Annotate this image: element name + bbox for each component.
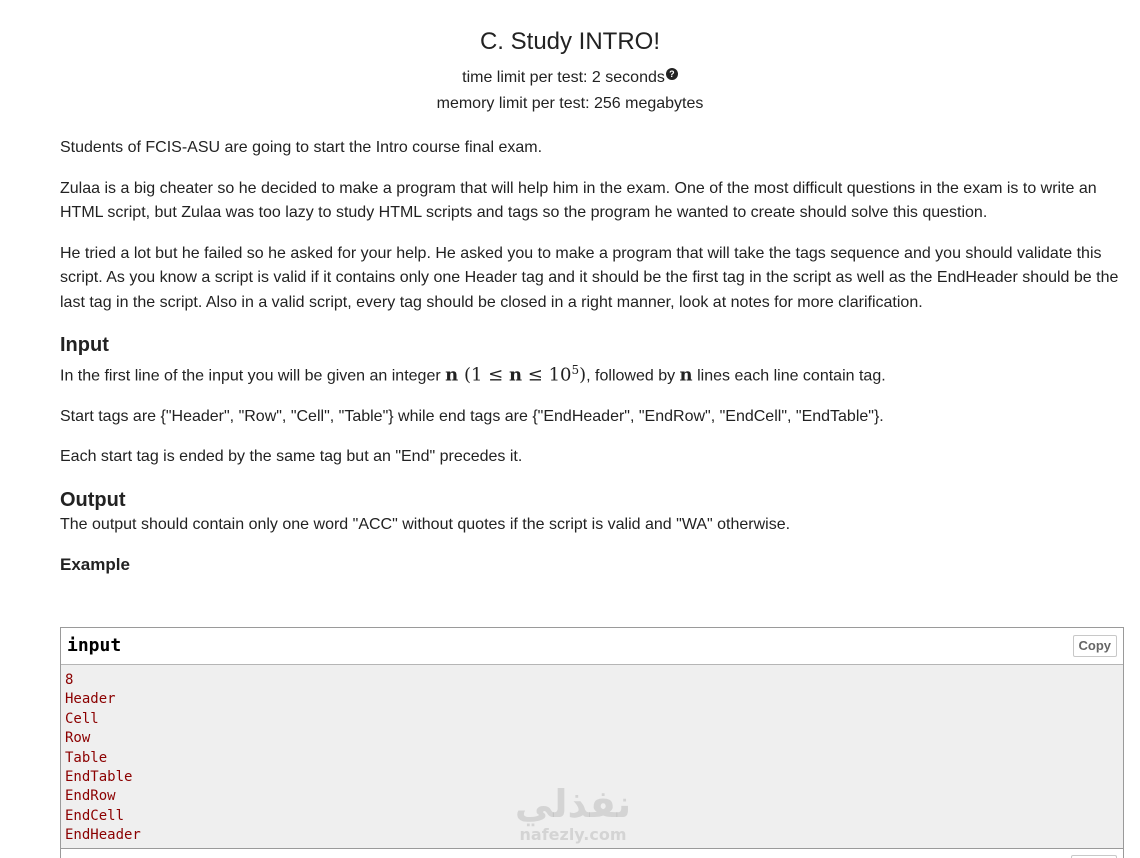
input-specification (60, 331, 1120, 470)
watermark-text: نفذلي (514, 782, 632, 826)
statement-paragraph: Zulaa is a big cheater so he decided to make a program that will help him in the exam. One of the most difficult questions in the exam is to write an HTML script, but Zulaa was too lazy to study HTML scripts and tags so the program he wanted to create should solve this question. (60, 179, 1097, 221)
input-paragraph: Start tags are {"Header", "Row", "Cell", "Table"} while end tags are {"EndHeader", "EndRow", "EndCell", "EndTable"}. (60, 407, 884, 425)
output-specification (60, 486, 1120, 538)
output-paragraph: The output should contain only one word "ACC" without quotes if the script is valid and "WA" otherwise. (60, 515, 791, 533)
input-line: EndTable (65, 769, 133, 786)
example-box (60, 627, 1124, 858)
memory-limit: memory limit per test: 256 megabytes (436, 95, 704, 112)
input-line: EndRow (65, 788, 116, 805)
input-line: 8 (65, 672, 74, 688)
example-input-label: input (67, 635, 122, 656)
time-limit-text: time limit per test: 2 seconds (462, 69, 665, 86)
input-line: Header (65, 691, 116, 708)
math-text: ) (579, 364, 587, 386)
math-text: (1 ≤ (458, 364, 509, 386)
problem-statement (60, 136, 1120, 577)
input-text: , followed by (586, 367, 680, 385)
question-circle-icon[interactable]: ? (666, 68, 678, 80)
input-line: EndHeader (65, 827, 141, 844)
watermark-url: nafezly.com (519, 825, 627, 844)
math-text: ≤ 10 (522, 364, 572, 386)
input-paragraph: Each start tag is ended by the same tag but an "End" precedes it. (60, 448, 523, 466)
input-line: Table (65, 749, 108, 766)
example-title: Example (60, 555, 130, 575)
statement-paragraph: Students of FCIS-ASU are going to start the Intro course final exam. (60, 139, 543, 156)
example-input-header (61, 628, 1123, 665)
copy-button[interactable]: Copy (1073, 635, 1118, 657)
input-line: EndCell (65, 807, 125, 824)
input-line: Row (65, 730, 91, 747)
problem-title: C. Study INTRO! (479, 28, 661, 55)
math-var: n (679, 364, 693, 386)
time-limit (0, 65, 1140, 91)
input-paragraph (60, 358, 1120, 389)
output-section-title: Output (60, 488, 126, 511)
input-section-title: Input (60, 334, 109, 356)
input-line: Cell (65, 710, 99, 727)
problem-header (0, 26, 1140, 117)
input-text: lines each line contain tag. (692, 367, 886, 385)
input-text: In the first line of the input you will be given an integer (60, 367, 446, 385)
math-var: n (445, 364, 459, 386)
math-exponent: 5 (571, 363, 580, 377)
math-var: n (508, 364, 523, 386)
example-output-divider (61, 848, 1123, 849)
statement-paragraph: He tried a lot but he failed so he asked for your help. He asked you to make a program that will take the tags sequence and you should validate this script. As you know a script is valid if it contains only one Header tag and it should be the first tag in the script as well as the EndHeader should be the last tag in the script. Also in a valid script, every tag should be closed in a right manner, look at notes for more clarification. (60, 244, 1119, 311)
example-input-body[interactable] (61, 665, 1123, 849)
